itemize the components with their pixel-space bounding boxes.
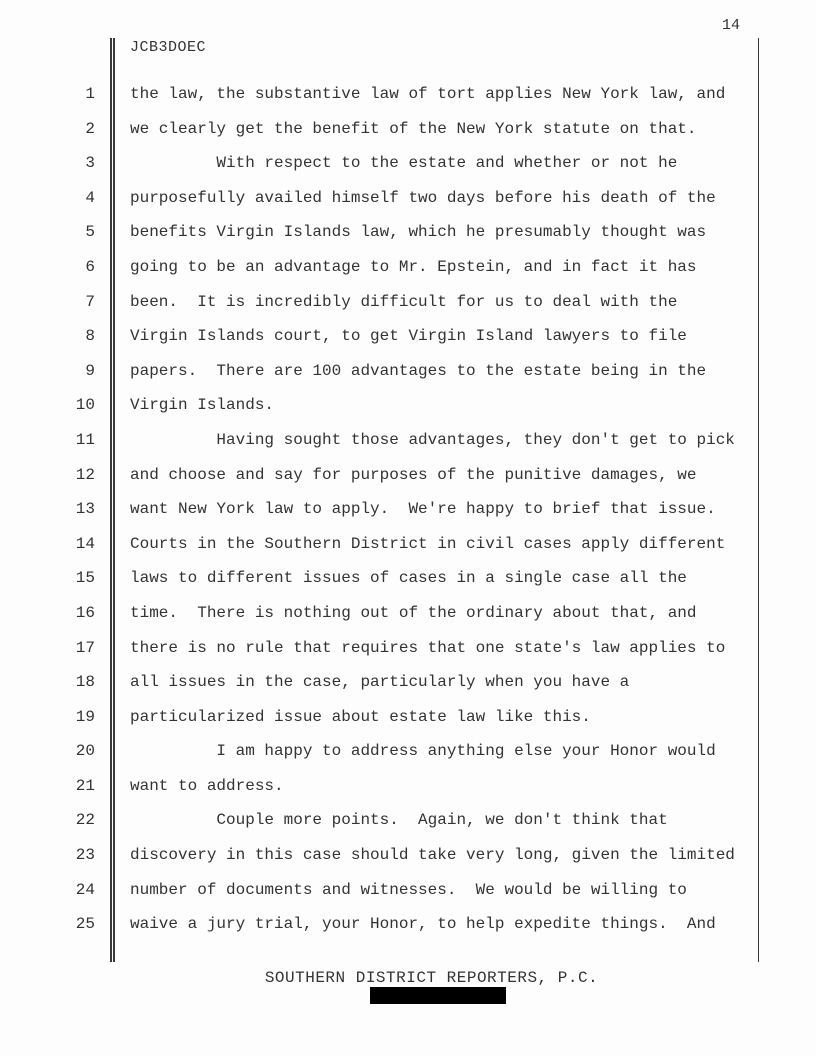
line-text: Having sought those advantages, they don't get to pick [130, 430, 735, 449]
transcript-line [0, 215, 816, 250]
line-text: and choose and say for purposes of the punitive damages, we [130, 465, 697, 484]
transcript-line [0, 388, 816, 423]
line-text: we clearly get the benefit of the New York statute on that. [130, 119, 697, 138]
line-number: 17 [75, 638, 95, 657]
line-number: 23 [75, 846, 95, 865]
line-text: there is no rule that requires that one state's law applies to [130, 638, 726, 657]
line-number: 25 [75, 915, 95, 934]
page-number: 14 [721, 17, 740, 34]
line-text: Virgin Islands court, to get Virgin Island lawyers to file [130, 327, 687, 346]
line-number: 8 [85, 327, 95, 346]
line-number: 22 [75, 811, 95, 830]
transcript-line [0, 285, 816, 320]
line-number: 3 [85, 154, 95, 173]
line-text: I am happy to address anything else your Honor would [130, 742, 716, 761]
line-text: With respect to the estate and whether or not he [130, 154, 678, 173]
line-text: want New York law to apply. We're happy to brief that issue. [130, 500, 716, 519]
line-number: 16 [75, 603, 95, 622]
line-number: 2 [85, 119, 95, 138]
line-number: 9 [85, 361, 95, 380]
line-text: benefits Virgin Islands law, which he presumably thought was [130, 223, 707, 242]
line-number: 11 [75, 430, 95, 449]
transcript-line [0, 250, 816, 285]
line-number: 1 [85, 85, 95, 103]
transcript-line [0, 803, 816, 838]
line-text: time. There is nothing out of the ordinary about that, and [130, 603, 697, 622]
line-text: papers. There are 100 advantages to the estate being in the [130, 361, 707, 380]
line-text: Couple more points. Again, we don't think that [130, 811, 668, 830]
line-text: discovery in this case should take very long, given the limited [130, 846, 735, 865]
line-number: 20 [75, 742, 95, 761]
line-text: the law, the substantive law of tort applies New York law, and [130, 85, 726, 103]
transcript-line [0, 665, 816, 700]
line-number: 6 [85, 257, 95, 276]
line-number: 14 [75, 534, 95, 553]
footer-text: SOUTHERN DISTRICT REPORTERS, P.C. [264, 969, 599, 987]
transcript-line [0, 631, 816, 666]
line-text: laws to different issues of cases in a single case all the [130, 569, 687, 588]
line-number: 24 [75, 880, 95, 899]
transcript-line [0, 769, 816, 804]
line-number: 19 [75, 707, 95, 726]
transcript-line [0, 873, 816, 908]
line-text: number of documents and witnesses. We would be willing to [130, 880, 687, 899]
transcript-line [0, 146, 816, 181]
transcript-line [0, 492, 816, 527]
line-number: 21 [75, 776, 95, 795]
line-number: 4 [85, 188, 95, 207]
line-text: Virgin Islands. [130, 396, 275, 415]
line-text: Courts in the Southern District in civil cases apply different [130, 534, 726, 553]
transcript-line [0, 596, 816, 631]
line-text: waive a jury trial, your Honor, to help expedite things. And [130, 915, 716, 934]
line-text: all issues in the case, particularly when you have a [130, 673, 630, 692]
transcript-line [0, 423, 816, 458]
transcript-line [0, 319, 816, 354]
transcript-line [0, 458, 816, 493]
transcript-line [0, 561, 816, 596]
line-number: 18 [75, 673, 95, 692]
line-text: particularized issue about estate law like this. [130, 707, 591, 726]
transcript-line [0, 838, 816, 873]
transcript-line [0, 907, 816, 942]
line-number: 15 [75, 569, 95, 588]
transcript-body [0, 77, 816, 942]
line-number: 10 [75, 396, 95, 415]
transcript-header-id: JCB3DOEC [130, 39, 207, 56]
transcript-line [0, 527, 816, 562]
transcript-line [0, 354, 816, 389]
line-number: 5 [85, 223, 95, 242]
redaction-bar [370, 987, 506, 1004]
line-text: purposefully availed himself two days before his death of the [130, 188, 716, 207]
transcript-line [0, 734, 816, 769]
line-number: 7 [85, 292, 95, 311]
line-text: going to be an advantage to Mr. Epstein, and in fact it has [130, 257, 697, 276]
transcript-line [0, 77, 816, 112]
transcript-line [0, 700, 816, 735]
line-number: 13 [75, 500, 95, 519]
line-text: been. It is incredibly difficult for us to deal with the [130, 292, 678, 311]
line-number: 12 [75, 465, 95, 484]
transcript-line [0, 112, 816, 147]
line-text: want to address. [130, 776, 284, 795]
transcript-line [0, 181, 816, 216]
